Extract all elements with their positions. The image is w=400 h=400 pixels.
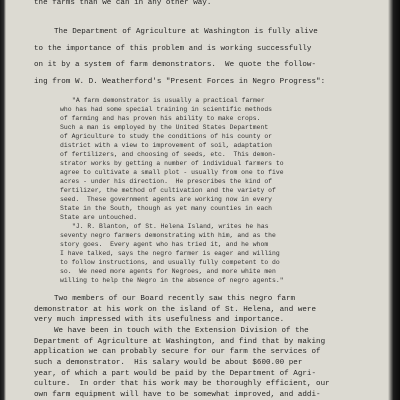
quote-line: Such a man is employed by the United States Department — [60, 124, 269, 131]
text-line: such a demonstrator. His salary would be about $600.00 per — [34, 359, 303, 367]
quote-line: of farming and has proven his ability to make crops. — [60, 115, 261, 122]
text-line: the farms than we can in any other way. — [34, 0, 212, 7]
quote-line: State are untouched. — [60, 214, 138, 221]
scan-edge-right — [388, 0, 400, 400]
quote-line: district with a view to improvement of soil, adaptation — [60, 142, 273, 149]
text-line: year, of which a part would be paid by the Department of Agri- — [34, 369, 317, 378]
text-line: very much impressed with its usefulness and importance. — [34, 316, 285, 325]
quote-line: acres - under his direction. He prescribes the kind of — [60, 178, 273, 185]
text-line: on it by a system of farm demonstrators. We quote the follow- — [34, 61, 317, 69]
text-line: The Department of Agriculture at Washington is fully alive — [54, 28, 318, 36]
quote-line: seventy negro farmers demonstrating with him, and as the — [60, 232, 276, 239]
quote-line: "J. R. Blanton, of St. Helena Island, writes he has — [72, 223, 269, 230]
text-line: ing from W. D. Weatherford's "Present Forces in Negro Progress": — [34, 78, 326, 86]
quote-line: I have talked, says the negro farmer is eager and willing — [60, 250, 280, 257]
quote-line: seed. These government agents are working now in every — [60, 196, 273, 203]
quote-line: agree to cultivate a small plot - usually from one to five — [60, 169, 284, 176]
text-line: application we can probably secure for our farm the services of — [34, 348, 321, 357]
scan-edge-left — [0, 0, 6, 400]
text-line: own farm equipment will have to be somewhat improved, and addi- — [34, 391, 321, 399]
text-line: Department of Agriculture at Washington, and find that by making — [34, 337, 326, 346]
quote-line: who has had some special training in scientific methods — [60, 106, 273, 113]
text-line: Two members of our Board recently saw this negro farm — [54, 295, 296, 303]
quote-line: of Agriculture to study the conditions of his county or — [60, 133, 273, 140]
quote-line: "A farm demonstrator is usually a practical farmer — [72, 97, 265, 104]
quote-line: of fertilizers, and choosing of seeds, etc. This demon- — [60, 151, 276, 158]
text-line: We have been in touch with the Extension Division of the — [54, 327, 309, 335]
quote-line: strator works by getting a number of individual farmers to — [60, 160, 284, 167]
quote-line: State in the South, though as yet many counties in each — [60, 205, 273, 212]
quote-line: story goes. Every agent who has tried it, and he whom — [60, 241, 269, 248]
text-line: demonstrator at his work on the island of St. Helena, and were — [34, 305, 317, 314]
quote-line: to follow instructions, and usually fully competent to do — [60, 259, 280, 266]
text-line: culture. In order that his work may be thoroughly efficient, our — [34, 380, 330, 389]
quote-line: fertilizer, the method of cultivation and the variety of — [60, 187, 276, 194]
text-line: to the importance of this problem and is working successfully — [34, 45, 312, 53]
quote-line: willing to help the Negro in the absence of negro agents." — [60, 277, 284, 284]
quote-line: so. We need more agents for Negroes, and more white men — [60, 268, 276, 275]
